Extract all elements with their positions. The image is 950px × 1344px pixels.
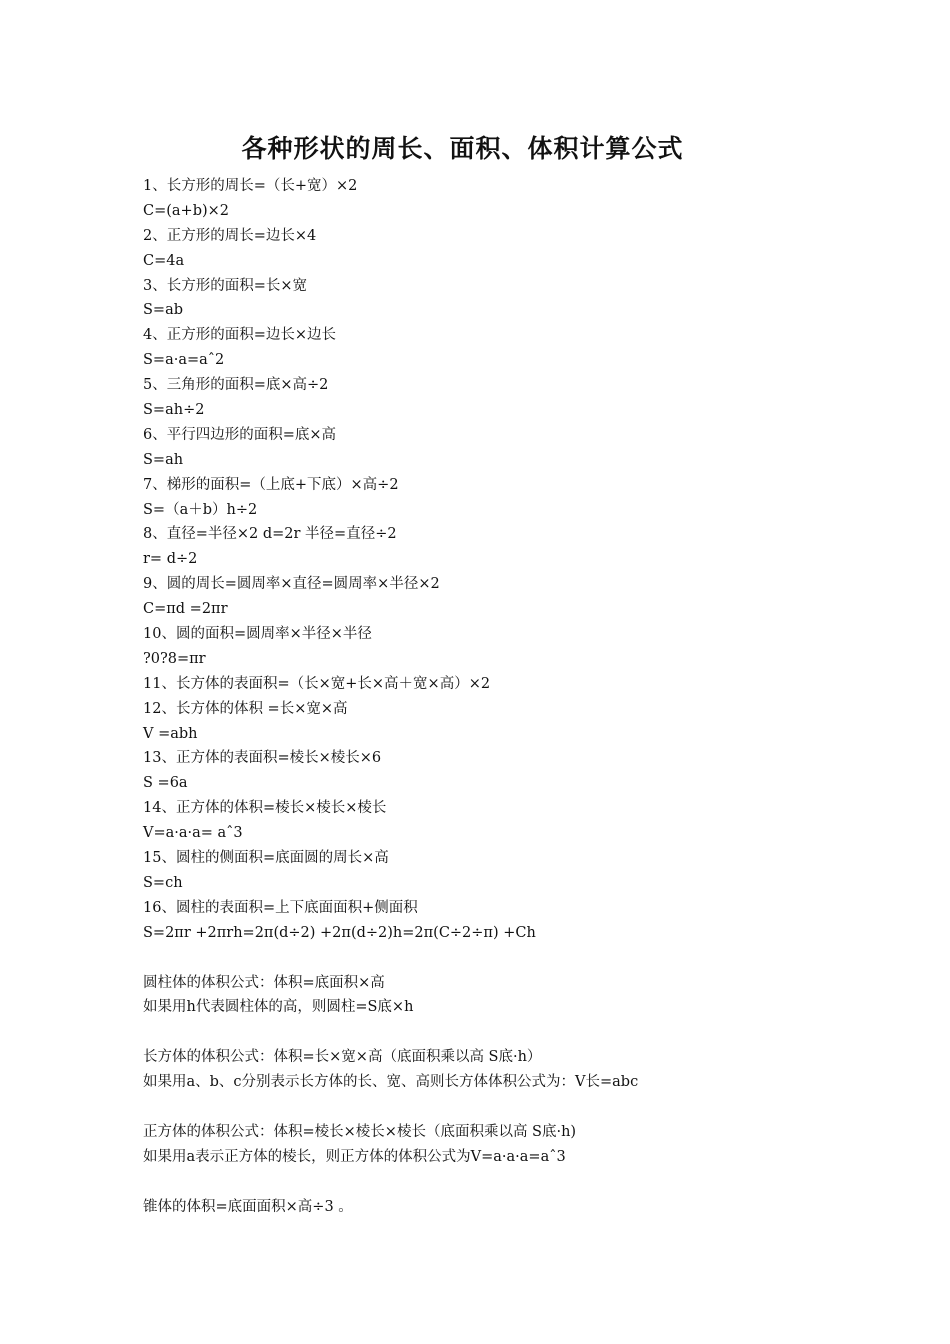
text-line: 4、正方形的面积=边长×边长 [143,327,337,344]
blank-line [143,1020,903,1045]
text-line: S=ab [143,302,184,319]
text-line: C=4a [143,252,185,269]
text-line: S=（a＋b）h÷2 [143,501,258,518]
text-line: C=(a+b)×2 [143,202,230,219]
text-line: 如果用h代表圆柱体的高，则圆柱=S底×h [143,999,414,1016]
text-line: 5、三角形的面积=底×高÷2 [143,377,329,394]
text-line: 12、长方体的体积 =长×宽×高 [143,700,348,717]
text-line: 9、圆的周长=圆周率×直径=圆周率×半径×2 [143,576,440,593]
text-line: 6、平行四边形的面积=底×高 [143,426,337,443]
text-line: S=2πr +2πrh=2π(d÷2) +2π(d÷2)h=2π(C÷2÷π) +Ch [143,924,536,941]
text-line: 14、正方体的体积=棱长×棱长×棱长 [143,800,387,817]
text-line: 圆柱体的体积公式：体积=底面积×高 [143,974,385,991]
text-line: C=πd =2πr [143,601,228,618]
text-line: 如果用a表示正方体的棱长，则正方体的体积公式为V=a·a·a=aˆ3 [143,1148,566,1165]
text-line: 1、长方形的周长=（长+宽）×2 [143,178,358,194]
text-line: 如果用a、b、c分别表示长方体的长、宽、高则长方体体积公式为：V长=abc [143,1074,639,1091]
text-line: 15、圆柱的侧面积=底面圆的周长×高 [143,850,389,867]
text-line: 长方体的体积公式：体积=长×宽×高（底面积乘以高 S底·h） [143,1049,542,1066]
text-line: 锥体的体积=底面面积×高÷3 。 [143,1198,353,1215]
text-line: V =abh [143,725,198,742]
text-line: S=ah÷2 [143,402,205,419]
formula-list [143,174,903,1219]
text-line: 2、正方形的周长=边长×4 [143,227,317,244]
text-line: S=a·a=aˆ2 [143,352,225,369]
text-line: 11、长方体的表面积=（长×宽+长×高＋宽×高）×2 [143,675,491,692]
text-line: V=a·a·a= aˆ3 [143,825,243,842]
text-line: S=ah [143,451,184,468]
text-line: S =6a [143,775,188,792]
text-line: 7、梯形的面积=（上底+下底）×高÷2 [143,476,399,493]
document-title: 各种形状的周长、面积、体积计算公式 [241,134,684,163]
text-line: S=ch [143,874,183,891]
text-line: 正方体的体积公式：体积=棱长×棱长×棱长（底面积乘以高 S底·h) [143,1123,577,1140]
text-line: 3、长方形的面积=长×宽 [143,277,308,294]
blank-line [143,1170,903,1195]
text-line: 16、圆柱的表面积=上下底面面积+侧面积 [143,899,418,916]
blank-line [143,946,903,971]
blank-line [143,1095,903,1120]
text-line: 13、正方体的表面积=棱长×棱长×6 [143,750,382,767]
text-line: r= d÷2 [143,551,198,568]
text-line: 10、圆的面积=圆周率×半径×半径 [143,626,372,643]
text-line: 8、直径=半径×2 d=2r 半径=直径÷2 [143,526,397,543]
text-line: ?0?8=πr [143,650,206,667]
